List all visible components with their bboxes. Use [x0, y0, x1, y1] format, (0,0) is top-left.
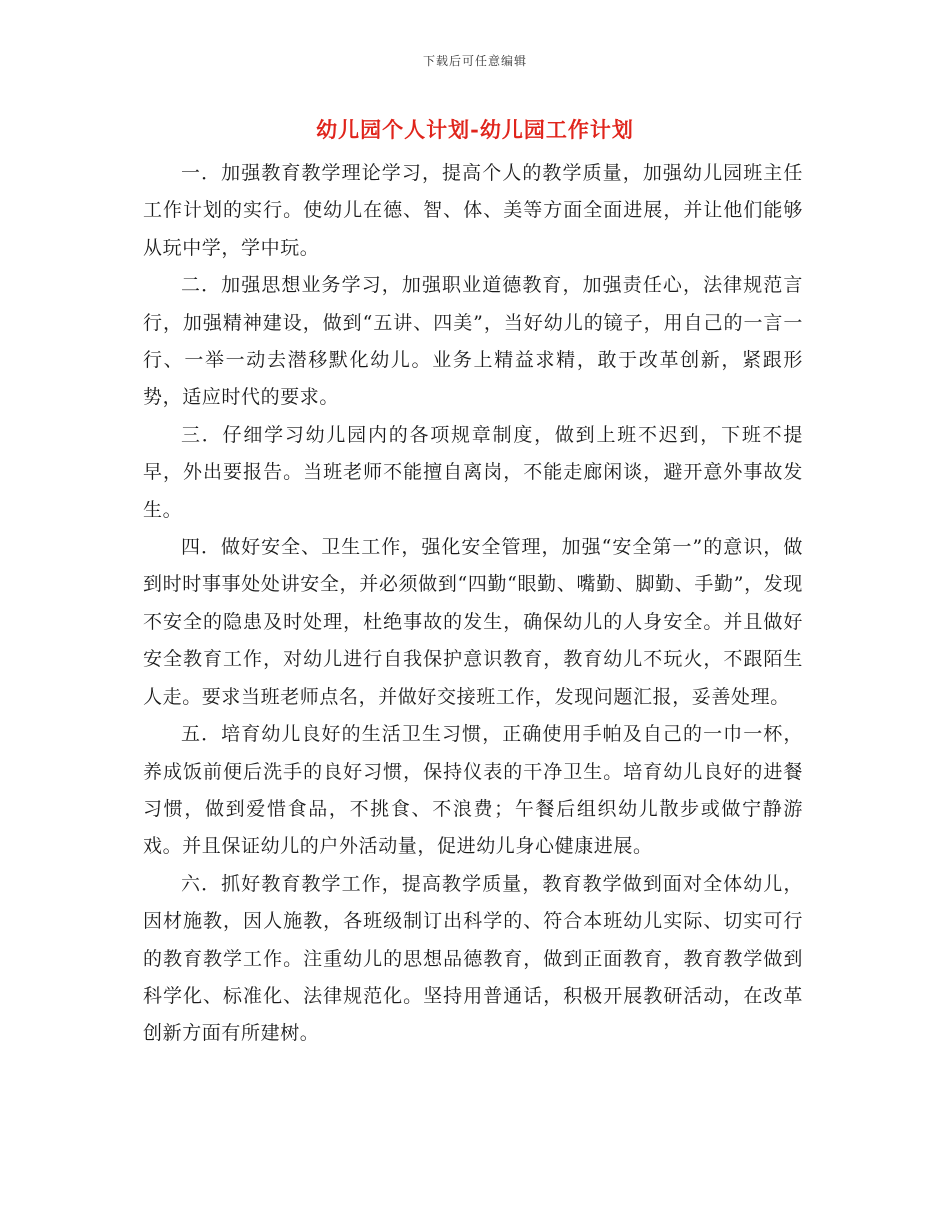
paragraph-4: 四．做好安全、卫生工作，强化安全管理，加强“安全第一”的意识，做到时时事事处处讲安全，并必须做到“四勤“眼勤、嘴勤、脚勤、手勤”，发现不安全的隐患及时处理，杜绝事故的发生，确保幼儿的人身安全。并且做好安全教育工作，对幼儿进行自我保护意识教育，教育幼儿不玩火，不跟陌生人走。要求当班老师点名，并做好交接班工作，发现问题汇报，妥善处理。 [143, 536, 803, 708]
paragraph-2: 二．加强思想业务学习，加强职业道德教育，加强责任心，法律规范言行，加强精神建设，做到“五讲、四美”，当好幼儿的镜子，用自己的一言一行、一举一动去潜移默化幼儿。业务上精益求精，敢于改革创新，紧跟形势，适应时代的要求。 [143, 274, 803, 409]
header-note: 下载后可任意编辑 [422, 54, 527, 68]
paragraph-1: 一．加强教育教学理论学习，提高个人的教学质量，加强幼儿园班主任工作计划的实行。使幼儿在德、智、体、美等方面全面进展，并让他们能够从玩中学，学中玩。 [143, 162, 803, 259]
paragraph-5: 五．培育幼儿良好的生活卫生习惯，正确使用手帕及自己的一巾一杯，养成饭前便后洗手的良好习惯，保持仪表的干净卫生。培育幼儿良好的进餐习惯，做到爱惜食品，不挑食、不浪费；午餐后组织幼儿散步或做宁静游戏。并且保证幼儿的户外活动量，促进幼儿身心健康进展。 [143, 723, 803, 858]
document-title: 幼儿园个人计划-幼儿园工作计划 [316, 117, 634, 142]
paragraph-6: 六．抓好教育教学工作，提高教学质量，教育教学做到面对全体幼儿，因材施教，因人施教，各班级制订出科学的、符合本班幼儿实际、切实可行的教育教学工作。注重幼儿的思想品德教育，做到正面教育，教育教学做到科学化、标准化、法律规范化。坚持用普通话，积极开展教研活动，在改革创新方面有所建树。 [143, 872, 803, 1045]
paragraph-3: 三．仔细学习幼儿园内的各项规章制度，做到上班不迟到，下班不提早，外出要报告。当班老师不能擅自离岗，不能走廊闲谈，避开意外事故发生。 [143, 423, 803, 521]
document-body [143, 155, 803, 1053]
